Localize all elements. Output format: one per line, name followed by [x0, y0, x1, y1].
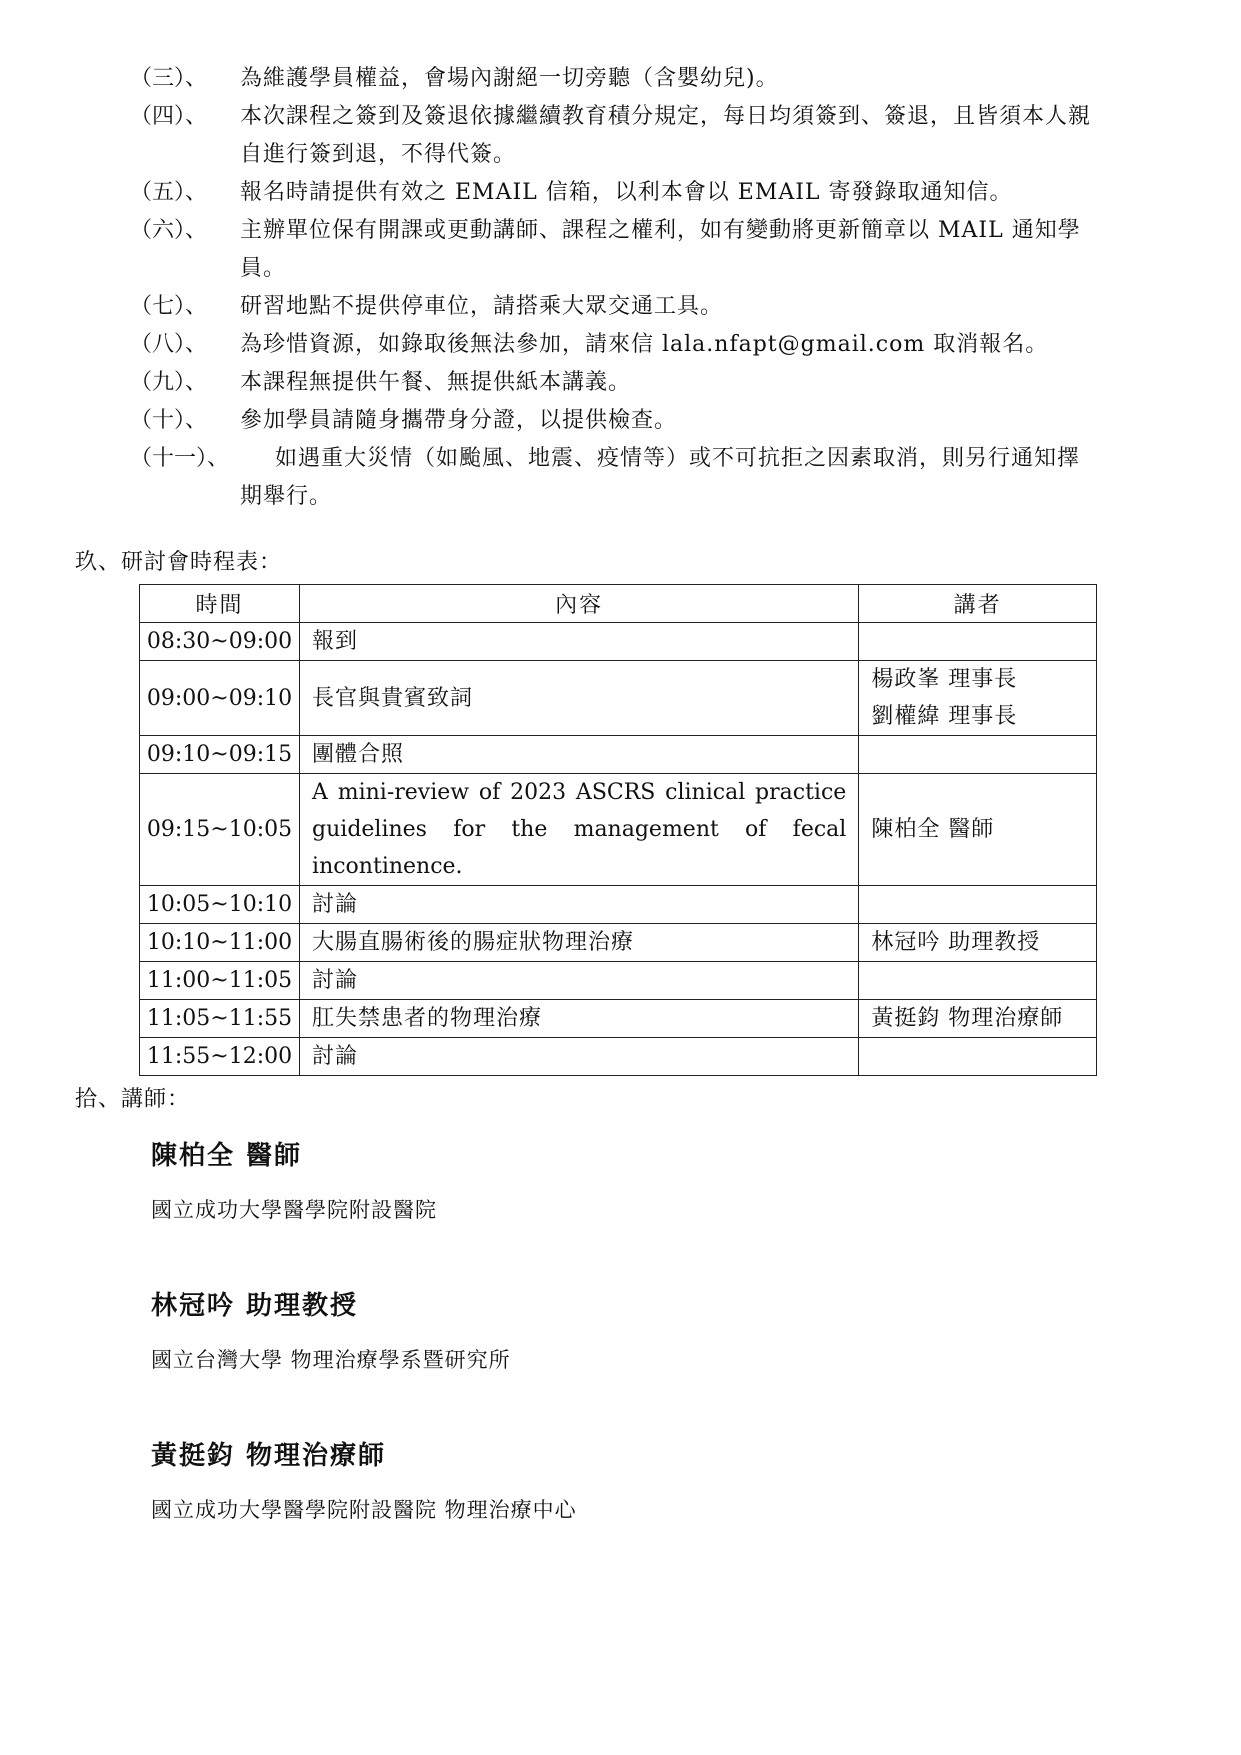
content-cell: 長官與貴賓致詞: [300, 661, 859, 736]
note-item: [130, 402, 1160, 440]
content-cell: 報到: [300, 623, 859, 661]
content-cell: 團體合照: [300, 736, 859, 774]
note-item: [130, 60, 1160, 98]
note-text: 報名時請提供有效之 EMAIL 信箱，以利本會以 EMAIL 寄發錄取通知信。: [240, 180, 1013, 205]
note-number: （五）、: [130, 180, 208, 205]
note-item: [130, 174, 1160, 212]
speaker-cell: 林冠吟 助理教授: [859, 924, 1097, 962]
content-cell: 討論: [300, 886, 859, 924]
table-row: [140, 962, 1097, 1000]
speaker-cell: 黃挺鈞 物理治療師: [859, 1000, 1097, 1038]
lecturer-affiliation: 國立成功大學醫學院附設醫院 物理治療中心: [151, 1498, 577, 1522]
speaker-name: 楊政峯 理事長: [871, 667, 1018, 692]
content-cell: [300, 774, 859, 886]
note-item: [130, 440, 1160, 516]
time-cell: 11:05~11:55: [140, 1000, 300, 1038]
speaker-cell: 陳柏全 醫師: [859, 774, 1097, 886]
time-cell: 08:30~09:00: [140, 623, 300, 661]
column-header-time: 時間: [140, 585, 300, 623]
note-text: 研習地點不提供停車位，請搭乘大眾交通工具。: [240, 294, 724, 319]
table-row: [140, 774, 1097, 886]
time-cell: 09:00~09:10: [140, 661, 300, 736]
time-cell: 09:10~09:15: [140, 736, 300, 774]
speaker-cell: [859, 962, 1097, 1000]
speaker-cell: [859, 886, 1097, 924]
content-line: A mini-review of 2023 ASCRS clinical practice: [312, 780, 847, 805]
note-text-continued: 自進行簽到退，不得代簽。: [240, 142, 517, 167]
notes-list: [130, 60, 1160, 516]
note-item: [130, 98, 1160, 174]
speaker-cell: [859, 736, 1097, 774]
table-row: [140, 736, 1097, 774]
table-header-row: [140, 585, 1097, 623]
table-row: [140, 886, 1097, 924]
table-row: [140, 623, 1097, 661]
time-cell: 11:00~11:05: [140, 962, 300, 1000]
note-number: （十）、: [130, 408, 208, 433]
note-number: （六）、: [130, 218, 208, 243]
note-text: 本次課程之簽到及簽退依據繼續教育積分規定，每日均須簽到、簽退，且皆須本人親: [240, 104, 1092, 129]
lecturer-entry: [151, 1435, 577, 1524]
content-line: guidelines for the management of fecal incontinence.: [312, 817, 847, 879]
time-cell: 10:10~11:00: [140, 924, 300, 962]
speaker-cell: [859, 661, 1097, 736]
speaker-cell: [859, 623, 1097, 661]
time-cell: 11:55~12:00: [140, 1038, 300, 1076]
note-item: [130, 364, 1160, 402]
note-number: （三）、: [130, 66, 208, 91]
note-item: [130, 212, 1160, 288]
column-header-speaker: 講者: [859, 585, 1097, 623]
content-cell: 肛失禁患者的物理治療: [300, 1000, 859, 1038]
note-number: （九）、: [130, 370, 208, 395]
content-cell: 大腸直腸術後的腸症狀物理治療: [300, 924, 859, 962]
note-text: 為維護學員權益，會場內謝絕一切旁聽（含嬰幼兒)。: [240, 66, 779, 91]
note-text: 參加學員請隨身攜帶身分證，以提供檢查。: [240, 408, 678, 433]
lecturers-heading: 拾、講師：: [75, 1087, 191, 1112]
note-number: （八）、: [130, 332, 208, 357]
lecturer-affiliation: 國立台灣大學 物理治療學系暨研究所: [151, 1348, 511, 1372]
schedule-heading: 玖、研討會時程表：: [75, 550, 283, 575]
note-text: 主辦單位保有開課或更動講師、課程之權利，如有變動將更新簡章以 MAIL 通知學: [240, 218, 1081, 243]
table-row: [140, 924, 1097, 962]
note-text: 本課程無提供午餐、無提供紙本講義。: [240, 370, 632, 395]
note-text-continued: 期舉行。: [240, 484, 333, 509]
note-number: （十一）、: [130, 446, 230, 471]
speaker-cell: [859, 1038, 1097, 1076]
lecturer-name: 陳柏全 醫師: [151, 1141, 303, 1171]
content-cell: 討論: [300, 962, 859, 1000]
note-number: （四）、: [130, 104, 208, 129]
schedule-table: [139, 584, 1097, 1076]
note-number: （七）、: [130, 294, 208, 319]
note-item: [130, 288, 1160, 326]
lecturer-entry: [151, 1285, 511, 1374]
time-cell: 10:05~10:10: [140, 886, 300, 924]
lecturer-name: 林冠吟 助理教授: [151, 1291, 359, 1321]
note-text: 為珍惜資源，如錄取後無法參加，請來信 lala.nfapt@gmail.com 取消報名。: [240, 332, 1049, 357]
speaker-name: 劉權緯 理事長: [871, 704, 1018, 729]
column-header-content: 內容: [300, 585, 859, 623]
note-text: 如遇重大災情（如颱風、地震、疫情等）或不可抗拒之因素取消，則另行通知擇: [275, 446, 1081, 471]
table-row: [140, 661, 1097, 736]
lecturer-entry: [151, 1135, 437, 1224]
table-row: [140, 1000, 1097, 1038]
table-row: [140, 1038, 1097, 1076]
time-cell: 09:15~10:05: [140, 774, 300, 886]
note-text-continued: 員。: [240, 256, 287, 281]
lecturer-affiliation: 國立成功大學醫學院附設醫院: [151, 1198, 437, 1222]
content-cell: 討論: [300, 1038, 859, 1076]
note-item: [130, 326, 1160, 364]
lecturer-name: 黃挺鈞 物理治療師: [151, 1441, 387, 1471]
